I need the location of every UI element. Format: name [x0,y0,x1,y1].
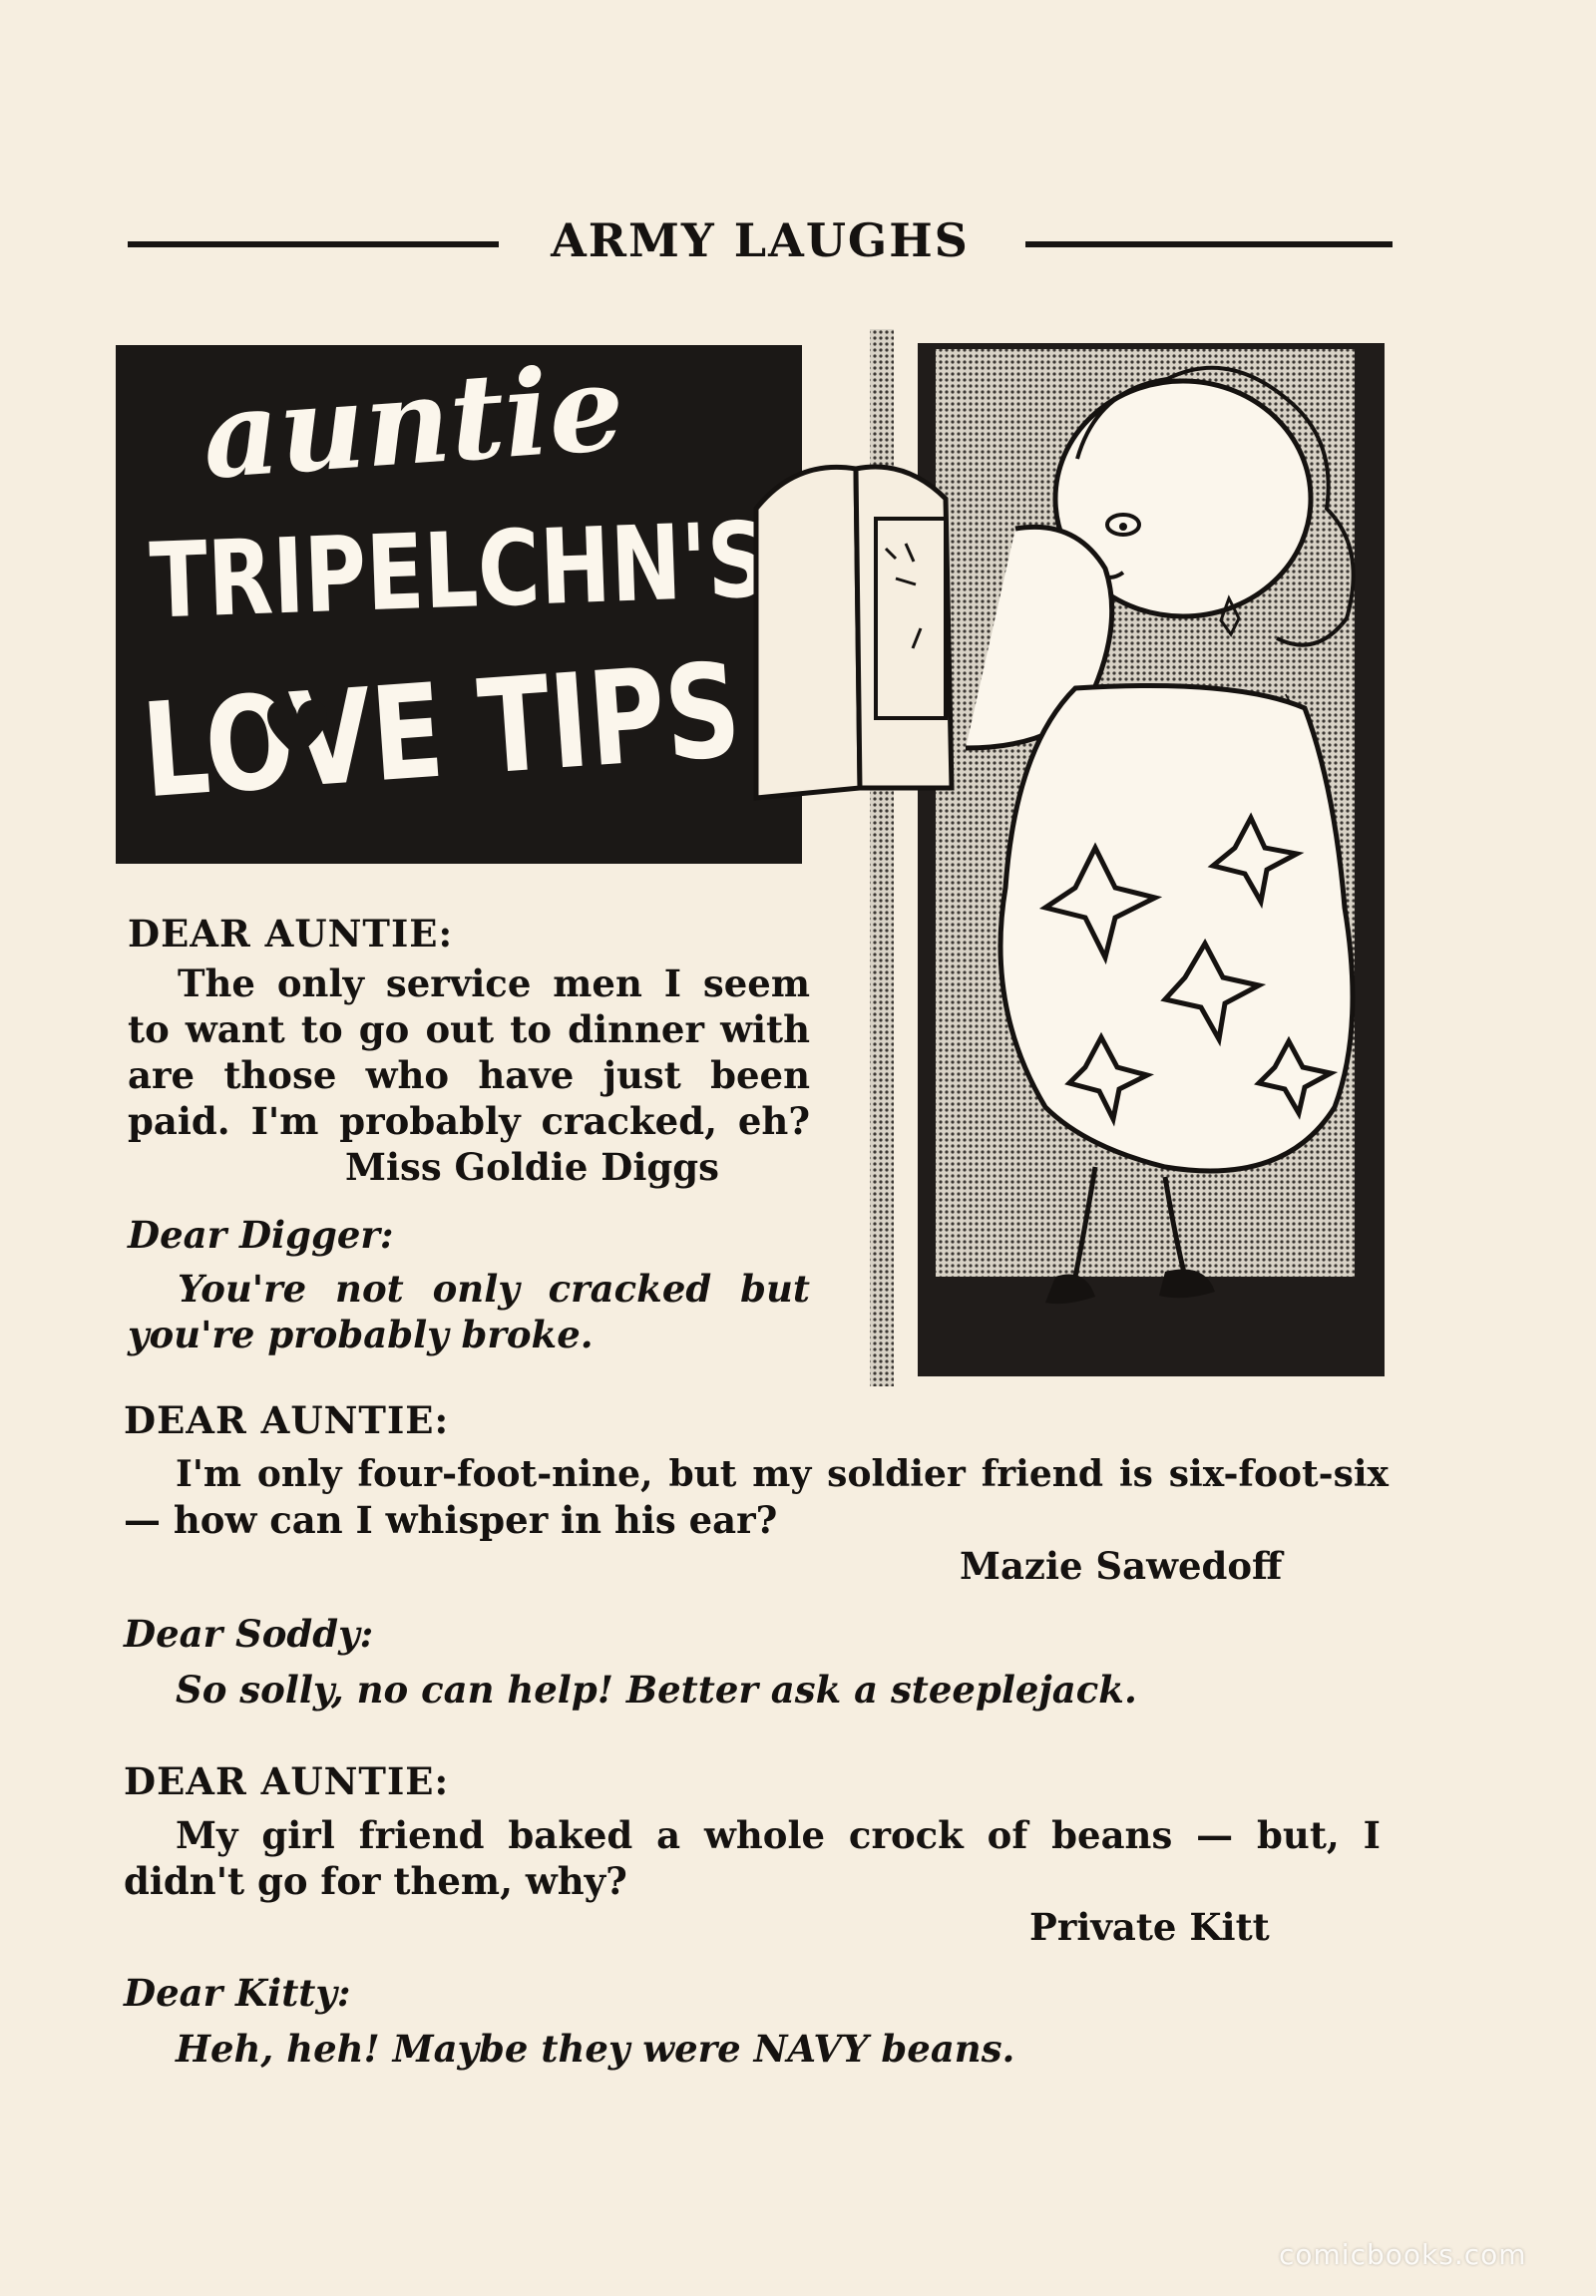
letter-3-line-1: My girl friend baked a whole crock of beans — but, I [176,1813,1381,1857]
banner-line-love-tips: LOVE TIPS [137,623,891,828]
letter-1-salutation: DEAR AUNTIE: [128,912,454,956]
reply-2-salutation: Dear Soddy: [124,1612,374,1656]
letter-3-line-2: didn't go for them, why? [124,1859,627,1903]
site-watermark: comicbooks.com [1279,2238,1527,2271]
reply-3-line-1: Heh, heh! Maybe they were NAVY beans. [176,2027,1015,2071]
reply-1-line-1: You're not only cracked but [178,1267,810,1311]
header-title: ARMY LAUGHS [551,213,970,267]
letter-1-line-3: are those who have just been [128,1053,810,1097]
letter-1-line-4: paid. I'm probably cracked, eh? [128,1099,810,1143]
title-banner [116,337,911,864]
reply-1-line-2: you're probably broke. [128,1313,594,1356]
reply-2-line-1: So solly, no can help! Better ask a steeplejack. [176,1668,1137,1712]
auntie-cartoon [866,329,1396,1386]
letter-3-signature: Private Kitt [1029,1905,1270,1949]
running-header [128,211,1393,273]
reply-1-salutation: Dear Digger: [128,1213,394,1257]
banner-line-name: TRIPELCHN'S [148,494,911,642]
reply-3-salutation: Dear Kitty: [124,1971,351,2015]
title-banner-lettering [116,337,911,864]
header-rule-right [1025,241,1393,247]
letter-3-salutation: DEAR AUNTIE: [124,1759,450,1803]
letter-2-salutation: DEAR AUNTIE: [124,1398,450,1442]
letter-2-line-1: I'm only four-foot-nine, but my soldier friend is six-foot-six [176,1453,1389,1495]
letter-1-line-1: The only service men I seem [178,961,810,1005]
letter-1-line-2: to want to go out to dinner with [128,1007,810,1051]
letter-2-line-2: — how can I whisper in his ear? [124,1498,778,1542]
letter-2-signature: Mazie Sawedoff [960,1544,1283,1588]
banner-line-auntie: auntie [198,337,628,506]
letter-1-signature: Miss Goldie Diggs [345,1145,719,1189]
auntie-illustration [866,329,1396,1386]
